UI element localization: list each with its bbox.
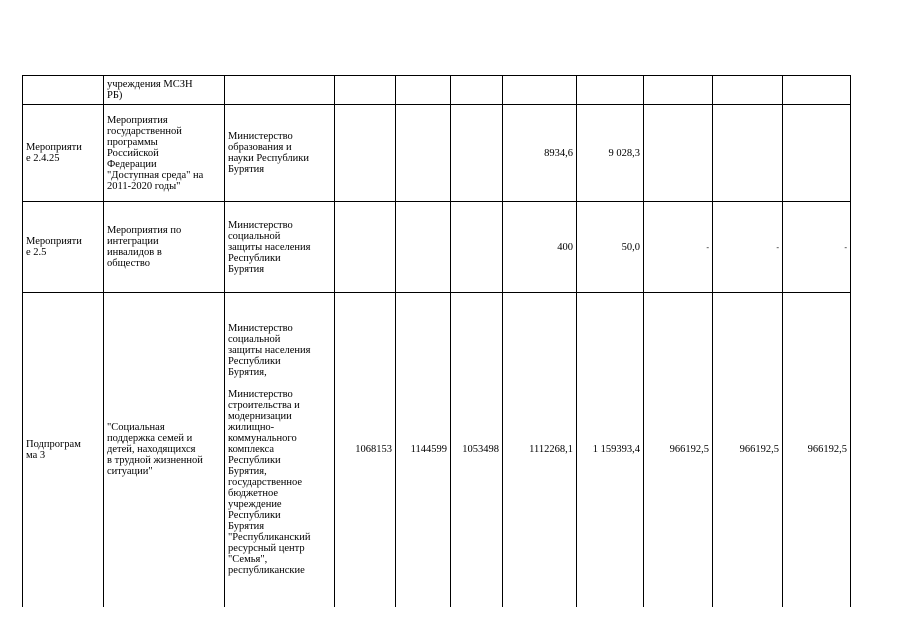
code-cell: Мероприяти е 2.4.25 xyxy=(23,105,104,202)
value-cell xyxy=(644,76,713,105)
executor-cell xyxy=(225,76,335,105)
code-cell: Мероприяти е 2.5 xyxy=(23,202,104,293)
value-cell xyxy=(783,105,851,202)
value-cell: 966192,5 xyxy=(644,293,713,607)
value-cell xyxy=(335,76,396,105)
table-row xyxy=(23,76,851,105)
code-cell xyxy=(23,76,104,105)
value-cell xyxy=(783,76,851,105)
value-cell xyxy=(335,105,396,202)
value-cell: - xyxy=(644,202,713,293)
value-cell: 9 028,3 xyxy=(577,105,644,202)
value-cell: 1112268,1 xyxy=(503,293,577,607)
value-cell xyxy=(577,76,644,105)
table-row xyxy=(23,293,851,607)
value-cell xyxy=(451,105,503,202)
value-cell: 966192,5 xyxy=(783,293,851,607)
value-cell xyxy=(335,202,396,293)
executor-cell: Министерство социальной защиты населения Республики Бурятия, Министерство строительства и модернизации жилищно- коммунального комплекса Республики Бурятия, государственное бюджетное учреждение Республики Бурятия "Республиканский ресурсный центр "Семья", республиканские xyxy=(225,293,335,607)
executor-cell: Министерство образования и науки Республики Бурятия xyxy=(225,105,335,202)
value-cell xyxy=(396,105,451,202)
value-cell xyxy=(503,76,577,105)
description-cell: Мероприятия государственной программы Российской Федерации "Доступная среда" на 2011-2020 годы" xyxy=(104,105,225,202)
budget-table xyxy=(22,75,851,607)
executor-cell: Министерство социальной защиты населения Республики Бурятия xyxy=(225,202,335,293)
description-cell: "Социальная поддержка семей и детей, находящихся в трудной жизненной ситуации" xyxy=(104,293,225,607)
value-cell xyxy=(451,202,503,293)
value-cell: 1053498 xyxy=(451,293,503,607)
description-cell: учреждения МСЗН РБ) xyxy=(104,76,225,105)
value-cell: - xyxy=(713,202,783,293)
value-cell xyxy=(644,105,713,202)
table-row xyxy=(23,105,851,202)
value-cell: - xyxy=(783,202,851,293)
value-cell xyxy=(396,202,451,293)
value-cell: 50,0 xyxy=(577,202,644,293)
table-row xyxy=(23,202,851,293)
value-cell xyxy=(451,76,503,105)
value-cell: 1144599 xyxy=(396,293,451,607)
value-cell xyxy=(713,76,783,105)
value-cell: 1 159393,4 xyxy=(577,293,644,607)
value-cell: 1068153 xyxy=(335,293,396,607)
description-cell: Мероприятия по интеграции инвалидов в общество xyxy=(104,202,225,293)
value-cell: 8934,6 xyxy=(503,105,577,202)
code-cell: Подпрограм ма 3 xyxy=(23,293,104,607)
value-cell xyxy=(396,76,451,105)
value-cell xyxy=(713,105,783,202)
value-cell: 400 xyxy=(503,202,577,293)
value-cell: 966192,5 xyxy=(713,293,783,607)
